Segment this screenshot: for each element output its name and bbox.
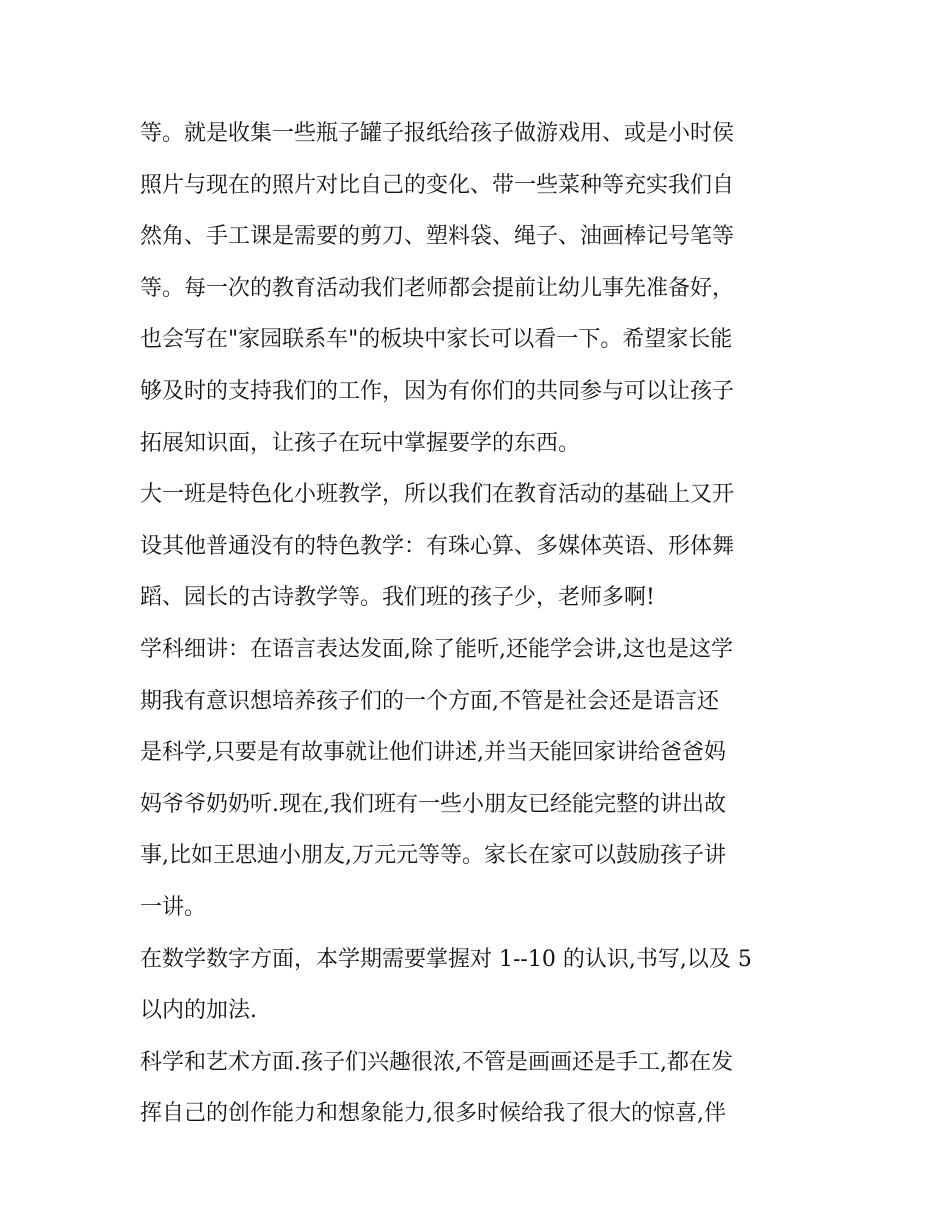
- text-line: 大一班是特色化小班教学，所以我们在教育活动的基础上又开: [140, 482, 735, 508]
- text-line: 拓展知识面，让孩子在玩中掌握要学的东西。: [140, 430, 581, 456]
- text-line: 以内的加法.: [140, 998, 257, 1024]
- text-line: 挥自己的创作能力和想象能力,很多时候给我了很大的惊喜,伴: [140, 1101, 726, 1127]
- text-line: 设其他普通没有的特色教学：有珠心算、多媒体英语、形体舞: [140, 533, 735, 559]
- text-line: 够及时的支持我们的工作，因为有你们的共同参与可以让孩子: [140, 378, 735, 404]
- text-line: 事,比如王思迪小朋友,万元元等等。家长在家可以鼓励孩子讲: [140, 843, 726, 869]
- document-body: [140, 108, 830, 1140]
- text-line: 在数学数字方面，本学期需要掌握对 1--10 的认识,书写,以及 5: [140, 946, 752, 972]
- text-line: 然角、手工课是需要的剪刀、塑料袋、绳子、油画棒记号笔等: [140, 224, 735, 250]
- text-line: 也会写在"家园联系车"的板块中家长可以看一下。希望家长能: [140, 327, 733, 353]
- text-line: 学科细讲：在语言表达发面,除了能听,还能学会讲,这也是这学: [140, 636, 733, 662]
- text-line: 照片与现在的照片对比自己的变化、带一些菜种等充实我们自: [140, 172, 735, 198]
- text-line: 一讲。: [140, 894, 207, 920]
- text-line: 等。就是收集一些瓶子罐子报纸给孩子做游戏用、或是小时侯: [140, 121, 735, 146]
- text-line: 妈爷爷奶奶听.现在,我们班有一些小朋友已经能完整的讲出故: [140, 791, 726, 817]
- text-line: 是科学,只要是有故事就让他们讲述,并当天能回家讲给爸爸妈: [140, 740, 726, 766]
- text-line: 期我有意识想培养孩子们的一个方面,不管是社会还是语言还: [140, 688, 719, 714]
- text-line: 科学和艺术方面.孩子们兴趣很浓,不管是画画还是手工,都在发: [140, 1049, 733, 1075]
- text-line: 蹈、园长的古诗教学等。我们班的孩子少，老师多啊!: [140, 585, 655, 611]
- text-line: 等。每一次的教育活动我们老师都会提前让幼儿事先准备好，: [140, 275, 735, 301]
